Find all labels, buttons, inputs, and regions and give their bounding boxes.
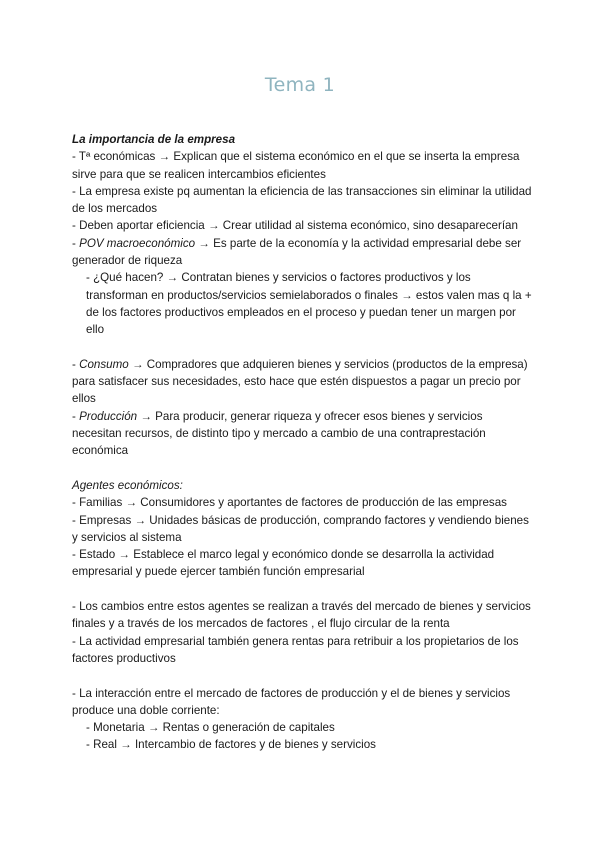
- paragraph: [72, 356, 534, 408]
- paragraph: - Empresas → Unidades básicas de producción, comprando factores y vendiendo bienes y servicios al sistema: [72, 513, 529, 544]
- paragraph: [72, 235, 534, 270]
- spacer: [72, 581, 534, 598]
- paragraph-prefix: -: [72, 357, 80, 371]
- paragraph: [72, 408, 534, 460]
- indented-paragraph: - Monetaria → Rentas o generación de capitales: [86, 721, 335, 735]
- indented-paragraph: - Real → Intercambio de factores y de bienes y servicios: [86, 738, 376, 752]
- spacer: [72, 339, 534, 356]
- paragraph-text: → Para producir, generar riqueza y ofrecer esos bienes y servicios necesitan recursos, de distinto tipo y mercado a cambio de una contraprestación económica: [72, 409, 486, 458]
- spacer: [72, 460, 534, 477]
- paragraph: - Los cambios entre estos agentes se realizan a través del mercado de bienes y servicios finales y a través de los mercados de factores , el flujo circular de la renta: [72, 600, 531, 631]
- indented-paragraph: - ¿Qué hacen? → Contratan bienes y servicios o factores productivos y los transforman en productos/servicios semielaborados o finales → estos valen mas q la + de los factores productivos empleados en el proceso y puedan tener un margen por ello: [86, 271, 532, 337]
- page-title: Tema 1: [264, 74, 336, 96]
- paragraph: - La empresa existe pq aumentan la eficiencia de las transacciones sin eliminar la utilidad de los mercados: [72, 184, 532, 216]
- paragraph: - Estado → Establece el marco legal y económico donde se desarrolla la actividad empresarial y puede ejercer también función empresarial: [72, 548, 495, 579]
- section-heading-importancia: La importancia de la empresa: [72, 133, 236, 146]
- italic-term: POV macroeconómico: [79, 236, 196, 250]
- paragraph-text: → Es parte de la economía y la actividad empresarial debe ser generador de riqueza: [72, 236, 522, 268]
- paragraph-prefix: -: [72, 409, 80, 423]
- paragraph: - Familias → Consumidores y aportantes de factores de producción de las empresas: [72, 496, 507, 510]
- italic-term: Producción: [79, 409, 138, 423]
- paragraph-text: → Compradores que adquieren bienes y servicios (productos de la empresa) para satisfacer sus necesidades, esto hace que estén dispuestos a pagar un precio por ellos: [72, 357, 528, 406]
- section-heading-agentes: Agentes económicos:: [72, 478, 183, 492]
- paragraph: - Tª económicas → Explican que el sistema económico en el que se inserta la empresa sirve para que se realicen intercambios eficientes: [72, 150, 520, 181]
- spacer: [72, 667, 534, 684]
- italic-term: Consumo: [79, 357, 129, 371]
- paragraph: - La interacción entre el mercado de factores de producción y el de bienes y servicios produce una doble corriente:: [72, 686, 511, 717]
- paragraph-prefix: -: [72, 236, 80, 250]
- document-body: [72, 131, 534, 754]
- paragraph: - Deben aportar eficiencia → Crear utilidad al sistema económico, sino desaparecerían: [72, 219, 518, 233]
- paragraph: - La actividad empresarial también genera rentas para retribuir a los propietarios de los factores productivos: [72, 634, 519, 665]
